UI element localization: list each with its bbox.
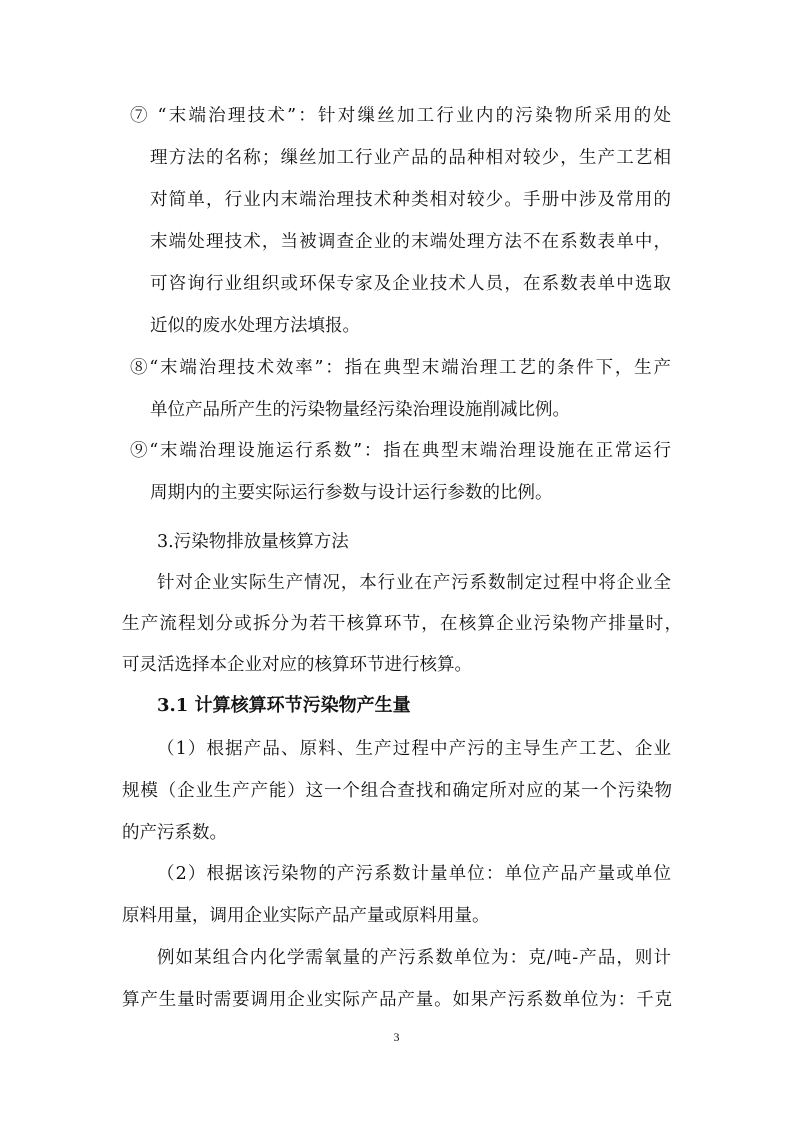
section-3-1-p1-line-1: （1）根据产品、原料、生产过程中产污的主导生产工艺、企业	[157, 739, 671, 759]
item-8-line-2: 单位产品所产生的污染物量经污染治理设施削减比例。	[150, 400, 570, 420]
section-3-line-1: 针对企业实际生产情况，本行业在产污系数制定过程中将企业全	[157, 573, 671, 593]
section-3-1-p1-line-2: 规模（企业生产产能）这一个组合查找和确定所对应的某一个污染物	[122, 781, 672, 801]
section-3-line-2: 生产流程划分或拆分为若干核算环节，在核算企业污染物产排量时，	[122, 614, 682, 634]
item-7-line-5: 可咨询行业组织或环保专家及企业技术人员，在系数表单中选取	[150, 274, 671, 294]
item-9-line-2: 周期内的主要实际运行参数与设计运行参数的比例。	[150, 483, 553, 503]
section-3-line-3: 可灵活选择本企业对应的核算环节进行核算。	[122, 655, 472, 675]
item-7-line-3: 对简单，行业内末端治理技术种类相对较少。手册中涉及常用的	[150, 190, 671, 210]
section-3-1-p3-line-1: 例如某组合内化学需氧量的产污系数单位为：克/吨-产品，则计	[157, 948, 671, 968]
page-number: 3	[393, 1030, 400, 1044]
section-3-1-heading: 3.1 计算核算环节污染物产生量	[157, 695, 411, 716]
section-3-1-p3-line-2: 算产生量时需要调用企业实际产品产量。如果产污系数单位为：千克	[122, 990, 672, 1010]
section-3-1-p2-line-2: 原料用量，调用企业实际产品产量或原料用量。	[122, 906, 490, 926]
item-8-line-1: ⑧“末端治理技术效率”：指在典型末端治理工艺的条件下，生产	[130, 358, 671, 378]
section-3-1-p2-line-1: （2）根据该污染物的产污系数计量单位：单位产品产量或单位	[157, 864, 671, 884]
section-3-heading: 3.污染物排放量核算方法	[157, 532, 349, 552]
item-7-line-6: 近似的废水处理方法填报。	[150, 316, 360, 336]
item-7-line-4: 末端处理技术，当被调查企业的末端处理方法不在系数表单中，	[150, 232, 671, 252]
item-9-line-1: ⑨“末端治理设施运行系数”：指在典型末端治理设施在正常运行	[130, 441, 671, 461]
section-3-1-p1-line-3: 的产污系数。	[122, 823, 227, 843]
item-7-line-1: ⑦ “末端治理技术”：针对缫丝加工行业内的污染物所采用的处	[130, 106, 671, 126]
item-7-line-2: 理方法的名称；缫丝加工行业产品的品种相对较少，生产工艺相	[150, 148, 671, 168]
